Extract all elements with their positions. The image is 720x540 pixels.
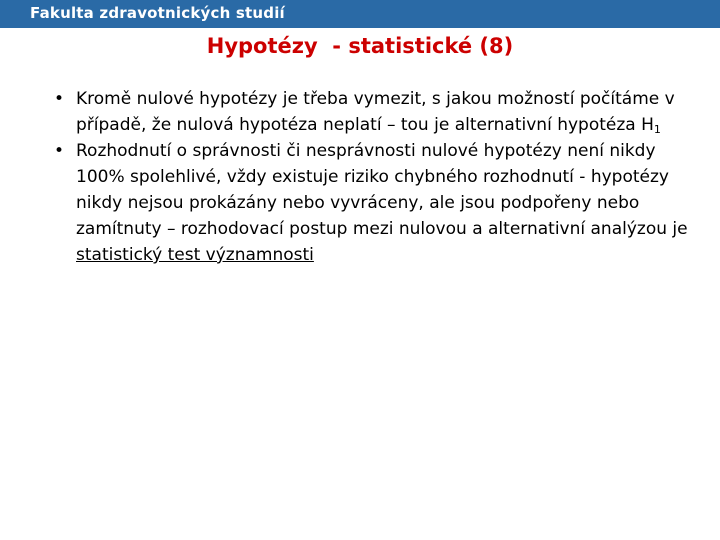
- bullet-item-decision: [54, 138, 694, 268]
- header-bar: [0, 0, 720, 28]
- subscript: 1: [653, 123, 661, 136]
- bullet-icon: •: [54, 89, 65, 109]
- bullet-icon: •: [54, 141, 65, 161]
- bullet-item-alternative-hypothesis: [54, 86, 694, 138]
- bullet-text: Kromě nulové hypotézy je třeba vymezit, s jakou možností počítáme v případě, že nulová hypotéza neplatí – tou je alternativní hypotéza H: [76, 89, 675, 135]
- faculty-title: Fakulta zdravotnických studií: [30, 4, 285, 22]
- statistical-test-link: statistický test významnosti: [76, 245, 314, 265]
- slide-title: Hypotézy - statistické (8): [206, 34, 514, 58]
- bullet-list: [54, 86, 694, 268]
- bullet-text: Rozhodnutí o správnosti či nesprávnosti nulové hypotézy není nikdy 100% spolehlivé, vždy existuje riziko chybného rozhodnutí - hypotézy nikdy nejsou prokázány nebo vyvráceny, ale jsou podpořeny nebo zamítnuty – rozhodovací postup mezi nulovou a alternativní analýzou je: [76, 141, 688, 239]
